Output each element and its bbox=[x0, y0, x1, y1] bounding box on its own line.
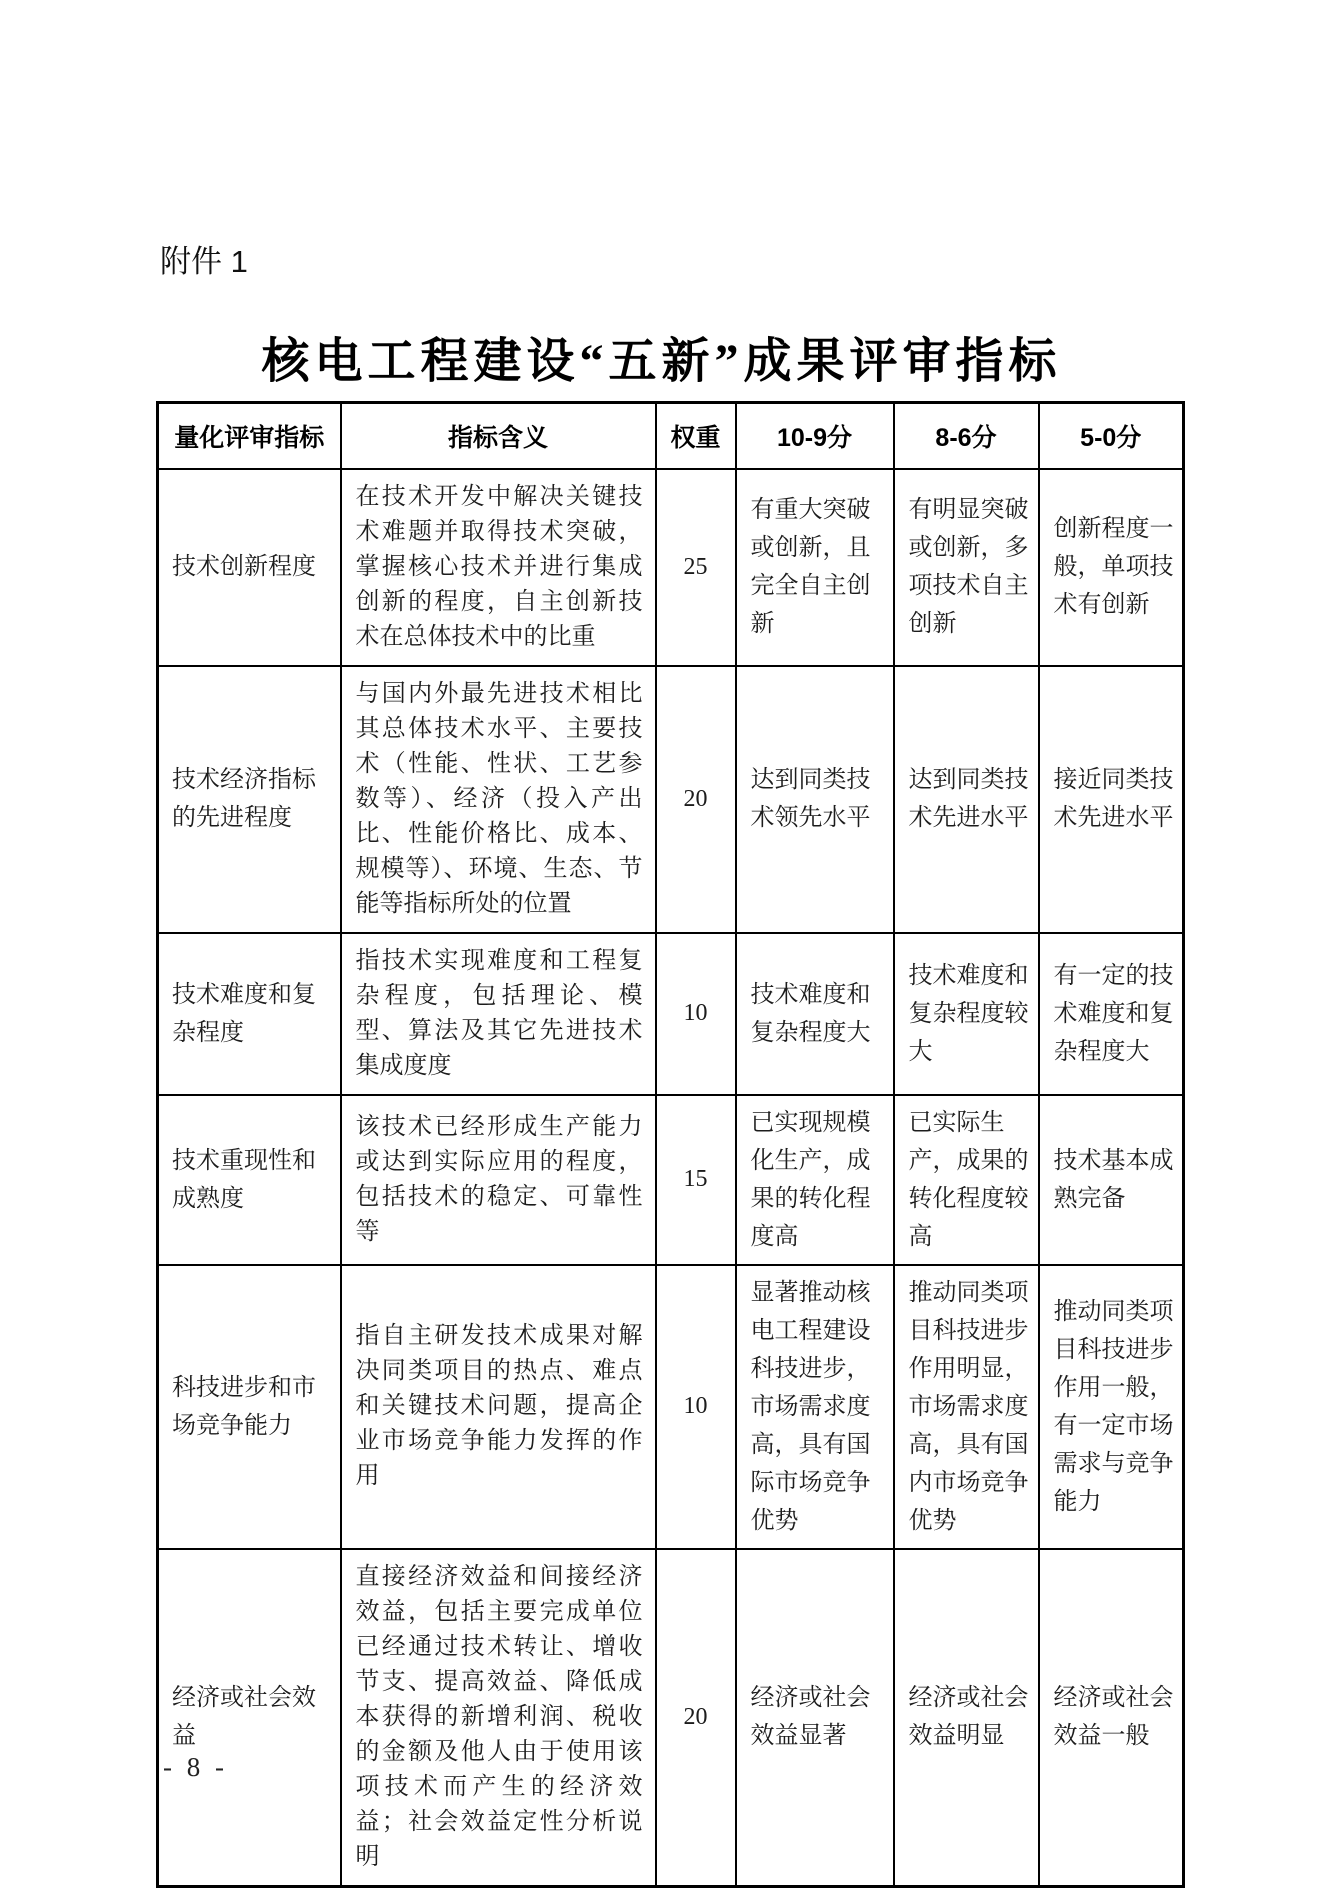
indicator-cell: 科技进步和市场竞争能力 bbox=[158, 1265, 341, 1549]
weight-cell: 10 bbox=[656, 1265, 736, 1549]
score-10-9-cell: 有重大突破或创新，且完全自主创新 bbox=[736, 469, 894, 666]
page-number: - 8 - bbox=[163, 1752, 228, 1782]
header-score-5-0: 5-0分 bbox=[1039, 403, 1184, 469]
score-5-0-cell: 技术基本成熟完备 bbox=[1039, 1095, 1184, 1265]
meaning-cell: 与国内外最先进技术相比其总体技术水平、主要技术（性能、性状、工艺参数等）、经济（投入产出比、性能价格比、成本、规模等）、环境、生态、节能等指标所处的位置 bbox=[341, 666, 656, 933]
table-row bbox=[158, 666, 1184, 933]
score-8-6-cell: 已实际生产，成果的转化程度较高 bbox=[894, 1095, 1039, 1265]
indicator-cell: 技术创新程度 bbox=[158, 469, 341, 666]
score-10-9-cell: 已实现规模化生产，成果的转化程度高 bbox=[736, 1095, 894, 1265]
score-8-6-cell: 经济或社会效益明显 bbox=[894, 1549, 1039, 1887]
score-10-9-cell: 技术难度和复杂程度大 bbox=[736, 933, 894, 1095]
indicator-cell: 经济或社会效益 bbox=[158, 1549, 341, 1887]
table-row bbox=[158, 1549, 1184, 1887]
meaning-cell: 该技术已经形成生产能力或达到实际应用的程度，包括技术的稳定、可靠性等 bbox=[341, 1095, 656, 1265]
table-row bbox=[158, 469, 1184, 666]
header-score-10-9: 10-9分 bbox=[736, 403, 894, 469]
table-row bbox=[158, 933, 1184, 1095]
header-meaning: 指标含义 bbox=[341, 403, 656, 469]
score-10-9-cell: 显著推动核电工程建设科技进步，市场需求度高，具有国际市场竞争优势 bbox=[736, 1265, 894, 1549]
score-5-0-cell: 推动同类项目科技进步作用一般，有一定市场需求与竞争能力 bbox=[1039, 1265, 1184, 1549]
weight-cell: 10 bbox=[656, 933, 736, 1095]
indicator-cell: 技术经济指标的先进程度 bbox=[158, 666, 341, 933]
weight-cell: 20 bbox=[656, 666, 736, 933]
review-indicator-table bbox=[156, 401, 1185, 1888]
indicator-cell: 技术重现性和成熟度 bbox=[158, 1095, 341, 1265]
header-score-8-6: 8-6分 bbox=[894, 403, 1039, 469]
attachment-label: 附件 1 bbox=[160, 244, 248, 279]
meaning-cell: 指自主研发技术成果对解决同类项目的热点、难点和关键技术问题，提高企业市场竞争能力发挥的作用 bbox=[341, 1265, 656, 1549]
score-8-6-cell: 技术难度和复杂程度较大 bbox=[894, 933, 1039, 1095]
score-10-9-cell: 经济或社会效益显著 bbox=[736, 1549, 894, 1887]
score-10-9-cell: 达到同类技术领先水平 bbox=[736, 666, 894, 933]
page-title: 核电工程建设“五新”成果评审指标 bbox=[261, 335, 1062, 388]
weight-cell: 15 bbox=[656, 1095, 736, 1265]
score-8-6-cell: 达到同类技术先进水平 bbox=[894, 666, 1039, 933]
header-weight: 权重 bbox=[656, 403, 736, 469]
score-5-0-cell: 有一定的技术难度和复杂程度大 bbox=[1039, 933, 1184, 1095]
meaning-cell: 直接经济效益和间接经济效益，包括主要完成单位已经通过技术转让、增收节支、提高效益、降低成本获得的新增利润、税收的金额及他人由于使用该项技术而产生的经济效益；社会效益定性分析说明 bbox=[341, 1549, 656, 1887]
table-row bbox=[158, 1265, 1184, 1549]
score-8-6-cell: 推动同类项目科技进步作用明显，市场需求度高，具有国内市场竞争优势 bbox=[894, 1265, 1039, 1549]
score-5-0-cell: 经济或社会效益一般 bbox=[1039, 1549, 1184, 1887]
indicator-cell: 技术难度和复杂程度 bbox=[158, 933, 341, 1095]
header-indicator: 量化评审指标 bbox=[158, 403, 341, 469]
weight-cell: 25 bbox=[656, 469, 736, 666]
score-5-0-cell: 创新程度一般，单项技术有创新 bbox=[1039, 469, 1184, 666]
table-header-row bbox=[158, 403, 1184, 469]
table-row bbox=[158, 1095, 1184, 1265]
meaning-cell: 在技术开发中解决关键技术难题并取得技术突破，掌握核心技术并进行集成创新的程度，自主创新技术在总体技术中的比重 bbox=[341, 469, 656, 666]
score-5-0-cell: 接近同类技术先进水平 bbox=[1039, 666, 1184, 933]
score-8-6-cell: 有明显突破或创新，多项技术自主创新 bbox=[894, 469, 1039, 666]
meaning-cell: 指技术实现难度和工程复杂程度，包括理论、模型、算法及其它先进技术集成度度 bbox=[341, 933, 656, 1095]
weight-cell: 20 bbox=[656, 1549, 736, 1887]
